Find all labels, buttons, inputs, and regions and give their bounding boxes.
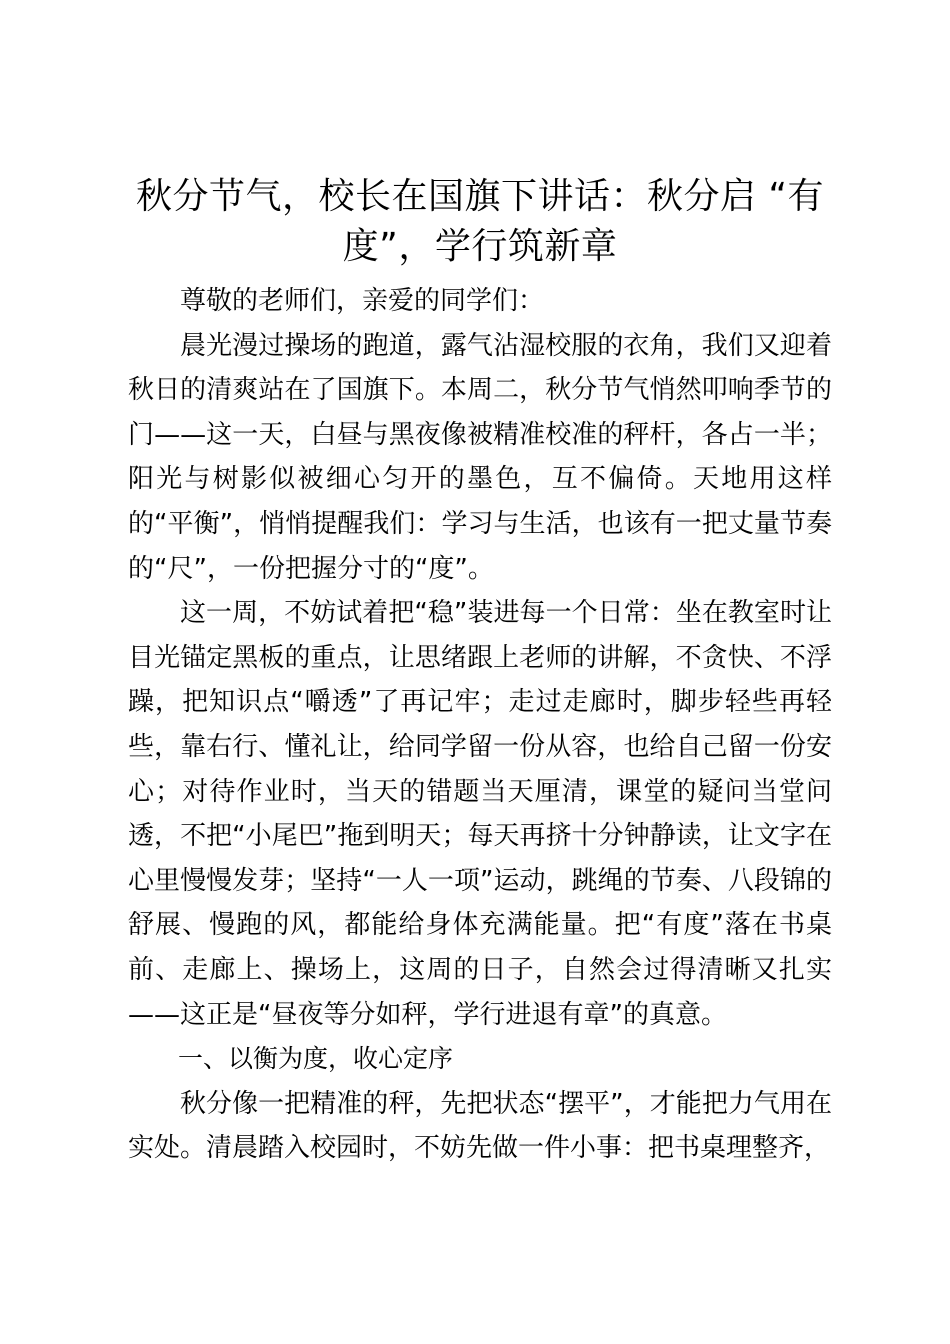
section-heading: 一、以衡为度，收心定序 [178,1044,454,1074]
body-paragraph-1: 晨光漫过操场的跑道，露气沾湿校服的衣角，我们又迎着秋日的清爽站在了国旗下。本周二，秋分节气悄然叩响季节的门——这一天，白昼与黑夜像被精准校准的秤杆，各占一半；阳光与树影似被细心匀开的墨色，互不偏倚。天地用这样的“平衡”，悄悄提醒我们：学习与生活，也该有一把丈量节奏的“尺”，一份把握分寸的“度”。 [128,330,832,584]
greeting-paragraph: 尊敬的老师们，亲爱的同学们： [180,286,545,316]
body-paragraph-2: 这一周，不妨试着把“稳”装进每一个日常：坐在教室时让目光锚定黑板的重点，让思绪跟上老师的讲解，不贪快、不浮躁，把知识点“嚼透”了再记牢；走过走廊时，脚步轻些再轻些，靠右行、懂礼让，给同学留一份从容，也给自己留一份安心；对待作业时，当天的错题当天厘清，课堂的疑问当堂问透，不把“小尾巴”拖到明天；每天再挤十分钟静读，让文字在心里慢慢发芽；坚持“一人一项”运动，跳绳的节奏、八段锦的舒展、慢跑的风，都能给身体充满能量。把“有度”落在书桌前、走廊上、操场上，这周的日子，自然会过得清晰又扎实——这正是“昼夜等分如秤，学行进退有章”的真意。 [128,598,832,1030]
document-title: 秋分节气，校长在国旗下讲话：秋分启 “有度”，学行筑新章 [135,176,825,267]
document-body [128,279,832,1171]
section-paragraph: 秋分像一把精准的秤，先把状态“摆平”，才能把力气用在实处。清晨踏入校园时，不妨先做一件小事：把书桌理整齐， [128,1088,832,1164]
